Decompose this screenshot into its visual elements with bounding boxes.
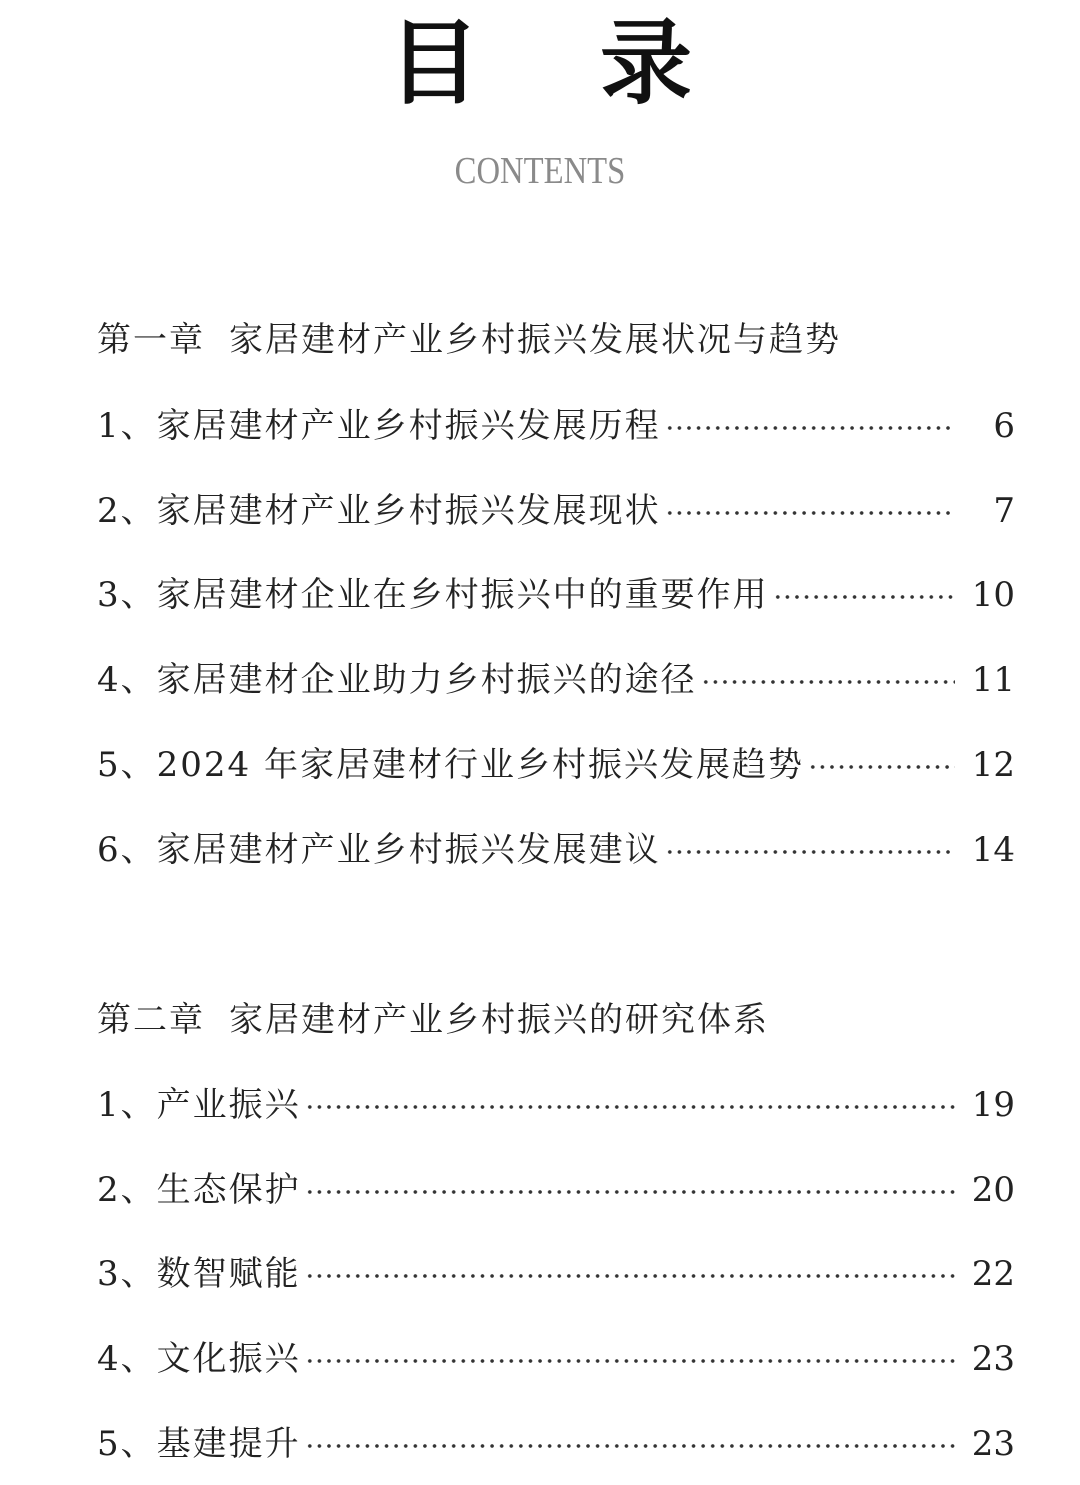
toc-entry[interactable] xyxy=(97,826,1015,874)
toc-entry-title: 3、家居建材企业在乡村振兴中的重要作用 xyxy=(97,575,769,615)
toc-entry[interactable] xyxy=(97,487,1015,535)
toc-entry-title: 1、产业振兴 xyxy=(97,1085,301,1125)
toc-entry[interactable] xyxy=(97,1335,1015,1383)
toc-entry-title: 2、家居建材产业乡村振兴发展现状 xyxy=(97,491,661,531)
page-subtitle: CONTENTS xyxy=(454,150,626,192)
chapter-title: 家居建材产业乡村振兴的研究体系 xyxy=(229,1000,769,1040)
dot-leader xyxy=(305,1081,955,1129)
chapter-title: 家居建材产业乡村振兴发展状况与趋势 xyxy=(229,320,841,360)
toc-entry-page: 23 xyxy=(971,1424,1015,1464)
toc-entry-title: 3、数智赋能 xyxy=(97,1254,301,1294)
toc-entry-title: 2、生态保护 xyxy=(97,1170,301,1210)
dot-leader xyxy=(305,1420,955,1468)
toc-entry-title: 4、家居建材企业助力乡村振兴的途径 xyxy=(97,660,697,700)
dot-leader xyxy=(305,1166,955,1214)
toc-entry[interactable] xyxy=(97,656,1015,704)
dot-leader xyxy=(773,571,955,619)
toc-entry-page: 23 xyxy=(971,1339,1015,1379)
toc-entry-page: 7 xyxy=(993,491,1015,531)
toc-entry-title: 6、家居建材产业乡村振兴发展建议 xyxy=(97,830,661,870)
toc-entry[interactable] xyxy=(97,741,1015,789)
toc-entry[interactable] xyxy=(97,1166,1015,1214)
toc-entry-page: 19 xyxy=(971,1085,1015,1125)
dot-leader xyxy=(305,1250,955,1298)
page-title: 目 录 xyxy=(387,9,737,117)
dot-leader xyxy=(701,656,955,704)
toc-entry-title: 1、家居建材产业乡村振兴发展历程 xyxy=(97,406,661,446)
toc-entry-title: 5、基建提升 xyxy=(97,1424,301,1464)
toc-entry-page: 20 xyxy=(971,1170,1015,1210)
toc-entry-page: 12 xyxy=(971,745,1015,785)
chapter-heading xyxy=(97,316,997,364)
chapter-heading xyxy=(97,996,997,1044)
toc-entry-page: 22 xyxy=(971,1254,1015,1294)
toc-entry[interactable] xyxy=(97,571,1015,619)
toc-entry-title: 5、2024 年家居建材行业乡村振兴发展趋势 xyxy=(97,745,804,785)
dot-leader xyxy=(665,402,955,450)
toc-entry-title: 4、文化振兴 xyxy=(97,1339,301,1379)
toc-entry[interactable] xyxy=(97,1250,1015,1298)
toc-entry-page: 10 xyxy=(971,575,1015,615)
toc-entry-page: 6 xyxy=(993,406,1015,446)
dot-leader xyxy=(808,741,955,789)
toc-entry-page: 14 xyxy=(971,830,1015,870)
dot-leader xyxy=(665,487,955,535)
toc-entry-page: 11 xyxy=(971,660,1015,700)
dot-leader xyxy=(665,826,955,874)
toc-entry[interactable] xyxy=(97,1420,1015,1468)
dot-leader xyxy=(305,1335,955,1383)
chapter-number: 第一章 xyxy=(97,320,205,360)
toc-entry[interactable] xyxy=(97,1081,1015,1129)
chapter-number: 第二章 xyxy=(97,1000,205,1040)
toc-entry[interactable] xyxy=(97,402,1015,450)
